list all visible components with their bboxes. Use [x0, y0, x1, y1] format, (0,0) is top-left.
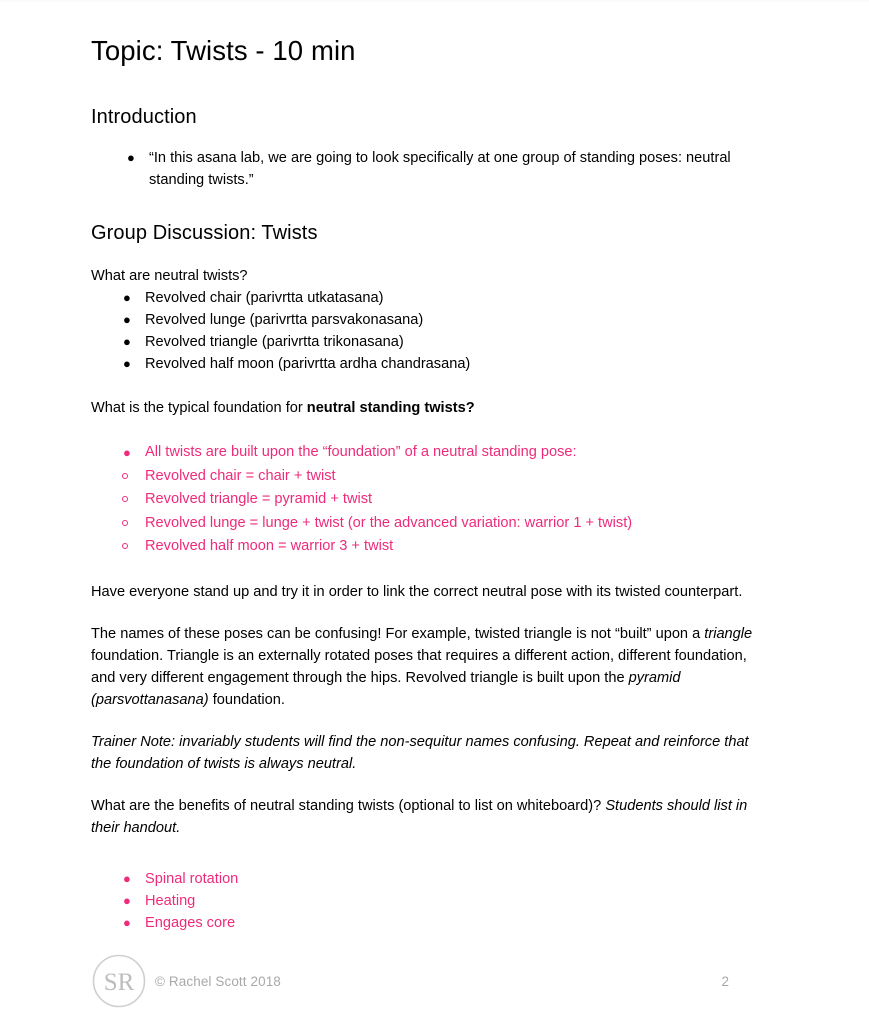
spacer [91, 191, 781, 220]
list-item-label: Revolved half moon (parivrtta ardha chandrasana) [145, 356, 471, 373]
hollow-bullet-marker-icon [122, 496, 128, 502]
benefits-question-prefix: What are the benefits of neutral standing twists (optional to list on whiteboard)? [91, 797, 606, 814]
spacer [91, 839, 781, 868]
paragraph-italic-triangle: triangle [704, 625, 753, 642]
list-item-label: Revolved half moon = warrior 3 + twist [145, 538, 394, 555]
hollow-bullet-marker-icon [122, 520, 128, 526]
paragraph-part-2: foundation. Triangle is an externally rotated poses that requires a different action, different foundation, and very different engagement through the hips. Revolved triangle is built upon the [91, 647, 747, 686]
pose-list [91, 287, 781, 375]
list-item [91, 353, 781, 375]
bullet-marker-icon: ● [123, 914, 131, 930]
list-item [91, 309, 781, 331]
paragraph-part-1: The names of these poses can be confusing! For example, twisted triangle is not “built” upon a [91, 625, 705, 642]
list-item [91, 465, 781, 489]
question-typical-foundation [91, 397, 781, 419]
paragraph-stand-up: Have everyone stand up and try it in order to link the correct neutral pose with its twisted counterpart. [91, 583, 743, 600]
copyright-text: © Rachel Scott 2018 [155, 974, 281, 989]
list-item [91, 147, 781, 191]
spacer [91, 559, 781, 581]
list-item-label: Revolved triangle = pyramid + twist [145, 491, 373, 508]
list-item [91, 287, 781, 309]
list-item [91, 868, 781, 890]
list-item-label: Heating [145, 892, 196, 909]
bullet-marker-icon: ● [123, 870, 131, 886]
list-item [91, 488, 781, 512]
bullet-marker-icon: ● [127, 150, 135, 166]
spacer [91, 130, 781, 147]
hollow-bullet-marker-icon [122, 473, 128, 479]
list-item [91, 912, 781, 934]
list-item [91, 331, 781, 353]
list-item [91, 535, 781, 559]
list-item [91, 890, 781, 912]
list-item-label: Revolved lunge = lunge + twist (or the advanced variation: warrior 1 + twist) [145, 514, 633, 531]
spacer [91, 246, 781, 265]
trainer-note-text: Trainer Note: invariably students will find the non-sequitur names confusing. Repeat and reinforce that the foundation of twists is always neutral. [91, 733, 749, 772]
spacer [91, 711, 781, 731]
heading-group-discussion: Group Discussion: Twists [91, 222, 318, 245]
foundations-list [91, 441, 781, 465]
page-number: 2 [721, 974, 729, 989]
hollow-bullet-marker-icon [122, 543, 128, 549]
list-item-label: Revolved lunge (parivrtta parsvakonasana) [145, 312, 424, 329]
list-item-label: Engages core [145, 914, 236, 931]
introduction-bullet-list [91, 147, 781, 191]
benefits-question-italic: Students should list in their handout. [91, 797, 748, 836]
question-neutral-twists: What are neutral twists? [91, 268, 248, 285]
document-content [91, 34, 781, 934]
list-item-label: Revolved chair (parivrtta utkatasana) [145, 290, 384, 307]
paragraph-part-3: foundation. [208, 691, 285, 708]
paragraph-benefits-question [91, 795, 772, 839]
paragraph-italic-pyramid: pyramid (parsvottanasana) [91, 669, 681, 708]
spacer [91, 68, 781, 104]
question-prefix: What is the typical foundation for [91, 400, 307, 417]
bullet-marker-icon: ● [123, 290, 131, 306]
bullet-marker-icon: ● [123, 312, 131, 328]
list-item-label: “In this asana lab, we are going to look specifically at one group of standing poses: neutral standing twists.” [149, 150, 731, 189]
brand-logo [91, 953, 147, 1009]
list-item [91, 441, 781, 465]
spacer [91, 603, 781, 623]
list-item-label: Revolved chair = chair + twist [145, 467, 336, 484]
list-item [91, 512, 781, 536]
spacer [91, 419, 781, 441]
page-title: Topic: Twists - 10 min [91, 35, 356, 66]
page-footer [91, 953, 781, 1013]
foundations-sublist [91, 465, 781, 559]
bullet-marker-icon: ● [123, 892, 131, 908]
bullet-marker-icon: ● [123, 445, 131, 461]
bullet-marker-icon: ● [123, 334, 131, 350]
paragraph-confusing-names [91, 623, 772, 711]
list-item-label: Revolved triangle (parivrtta trikonasana) [145, 334, 404, 351]
list-item-label: Spinal rotation [145, 870, 239, 887]
monogram-letters: SR [103, 969, 135, 996]
benefits-list [91, 868, 781, 934]
list-item-label: All twists are built upon the “foundation” of a neutral standing pose: [145, 444, 577, 461]
heading-introduction: Introduction [91, 106, 197, 129]
spacer [91, 375, 781, 397]
question-emphasis: neutral standing twists? [306, 400, 475, 417]
page-top-edge [0, 0, 869, 2]
bullet-marker-icon: ● [123, 356, 131, 372]
monogram-sr-icon [91, 953, 147, 1009]
trainer-note [91, 731, 772, 775]
spacer [91, 775, 781, 795]
